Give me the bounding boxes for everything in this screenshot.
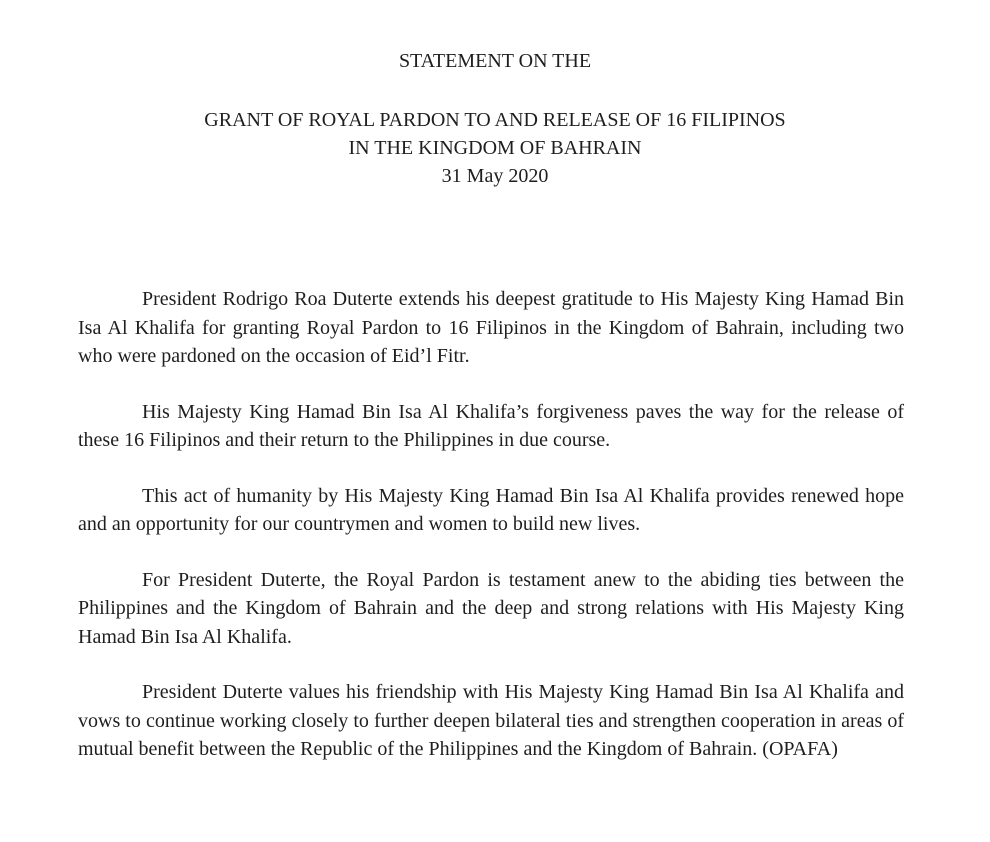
- statement-body: [78, 285, 904, 764]
- statement-paragraph-4: For President Duterte, the Royal Pardon is testament anew to the abiding ties between the Philippines and the Kingdom of Bahrain and the deep and strong relations with His Majesty King Hamad Bin Isa Al Khalifa.: [78, 568, 904, 648]
- statement-heading-text: STATEMENT ON THE: [398, 50, 592, 72]
- statement-title-block: [0, 106, 990, 190]
- statement-title-line-1: GRANT OF ROYAL PARDON TO AND RELEASE OF 16 FILIPINOS: [204, 109, 786, 131]
- statement-date: 31 May 2020: [441, 165, 549, 187]
- statement-paragraph-5: President Duterte values his friendship with His Majesty King Hamad Bin Isa Al Khalifa and vows to continue working closely to further deepen bilateral ties and strengthen cooperation in areas of mutual benefit between the Republic of the Philippines and the Kingdom of Bahrain. (OPAFA): [78, 681, 904, 760]
- statement-paragraph-3: This act of humanity by His Majesty King Hamad Bin Isa Al Khalifa provides renewed hope and an opportunity for our countrymen and women to build new lives.: [78, 484, 904, 535]
- statement-paragraph-2: His Majesty King Hamad Bin Isa Al Khalifa’s forgiveness paves the way for the release of these 16 Filipinos and their return to the Philippines in due course.: [78, 400, 904, 451]
- statement-heading: [0, 47, 990, 75]
- statement-title-line-2: IN THE KINGDOM OF BAHRAIN: [348, 137, 642, 159]
- statement-paragraph-1: President Rodrigo Roa Duterte extends his deepest gratitude to His Majesty King Hamad Bin Isa Al Khalifa for granting Royal Pardon to 16 Filipinos in the Kingdom of Bahrain, including two who were pardoned on the occasion of Eid’l Fitr.: [78, 288, 904, 367]
